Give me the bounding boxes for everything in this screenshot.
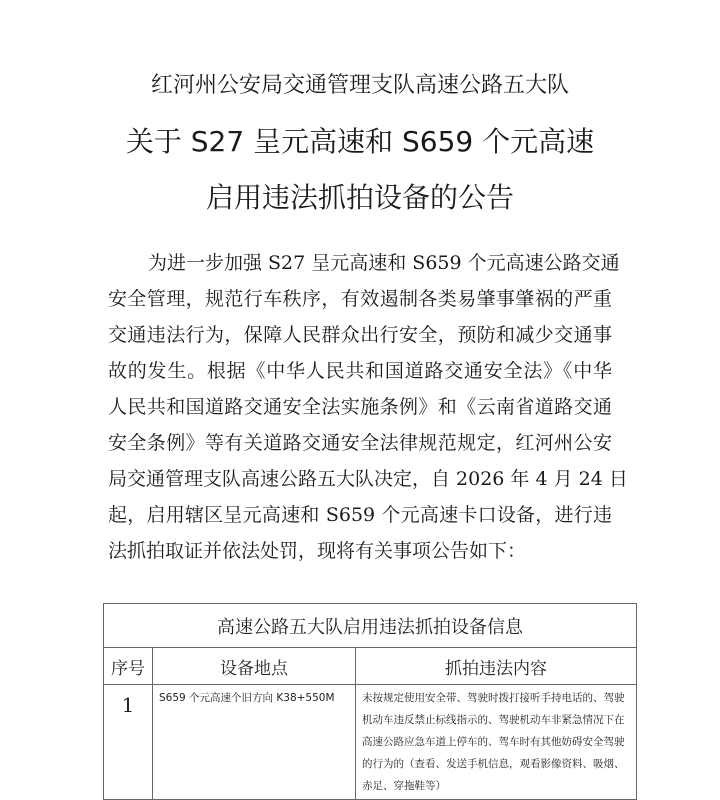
notice-title-line1: 关于 S27 呈元高速和 S659 个元高速 [125,125,595,158]
row-content: 未按规定使用安全带、驾驶时拨打接听手持电话的、驾驶机动车违反禁止标线指示的、驾驶机动车非紧急情况下在高速公路应急车道上停车的、驾车时有其他妨碍安全驾驶的行为的（查看、发送手机信息，观看影像资料、吸烟、赤足、穿拖鞋等） [356,685,637,800]
header-number: 序号 [104,648,153,685]
body-line: 法抓拍取证并依法处罚，现将有关事项公告如下： [108,540,527,562]
notice-body [108,248,628,572]
body-line: 为进一步加强 S27 呈元高速和 S659 个元高速公路交通 [148,252,620,274]
body-line: 故的发生。根据《中华人民共和国道路交通安全法》《中华 [108,360,612,382]
table-header-row [104,648,637,685]
notice-title-line2: 启用违法抓拍设备的公告 [205,181,514,214]
body-line: 安全条例》等有关道路交通安全法律规范规定，红河州公安 [108,432,612,454]
body-line: 人民共和国道路交通安全法实施条例》和《云南省道路交通 [108,396,612,418]
row-location: S659 个元高速个旧方向 K38+550M [153,685,356,800]
header-content: 抓拍违法内容 [356,648,637,685]
table-caption: 高速公路五大队启用违法抓拍设备信息 [104,604,637,648]
header-location: 设备地点 [153,648,356,685]
body-line: 局交通管理支队高速公路五大队决定，自 2026 年 4 月 24 日 [108,468,628,490]
table-row [104,685,637,800]
body-line: 起，启用辖区呈元高速和 S659 个元高速卡口设备，进行违 [108,504,612,526]
device-info-table [103,603,637,800]
body-line: 安全管理，规范行车秩序，有效遏制各类易肇事肇祸的严重 [108,288,612,310]
row-number: 1 [104,685,153,800]
issuer-title: 红河州公安局交通管理支队高速公路五大队 [150,73,569,98]
body-line: 交通违法行为，保障人民群众出行安全，预防和减少交通事 [108,324,612,346]
